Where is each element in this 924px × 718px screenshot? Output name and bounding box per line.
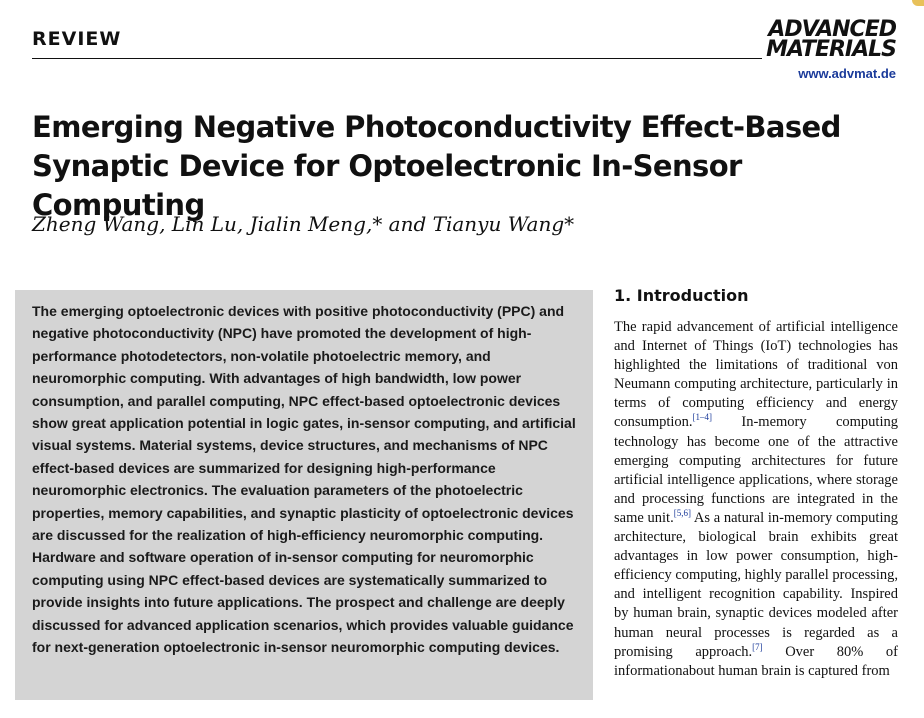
article-title: Emerging Negative Photoconductivity Effect-Based Synaptic Device for Optoelectronic In-Sensor Computing <box>32 110 841 222</box>
author-list: Zheng Wang, Lin Lu, Jialin Meng,* and Tianyu Wang* <box>32 212 575 236</box>
citation-link[interactable]: [7] <box>752 641 763 652</box>
journal-logo <box>766 17 896 81</box>
corner-decoration <box>912 0 924 6</box>
header-divider <box>32 58 762 59</box>
journal-logo-line2: MATERIALS <box>766 37 896 62</box>
citation-link[interactable]: [1–4] <box>692 412 713 423</box>
intro-text-part4: Over 80% of informationabout human brain is captured from <box>614 643 898 679</box>
intro-text-part1: The rapid advancement of artificial intelligence and Internet of Things (IoT) technologies has highlighted the limitations of traditional von Neumann computing architecture, particularly in terms of computing efficiency and energy consumption. <box>614 319 898 431</box>
journal-url-link[interactable]: www.advmat.de <box>798 66 896 81</box>
section-label: REVIEW <box>32 28 122 50</box>
abstract-text: The emerging optoelectronic devices with positive photoconductivity (PPC) and negative photoconductivity (NPC) have promoted the development of high-performance photodetectors, non-volatile photoelectric memory, and neuromorphic computing. With advantages of high bandwidth, low power consumption, and parallel computing, NPC effect-based optoelectronic devices show great application potential in logic gates, in-sensor computing, and artificial visual systems. Material systems, device structures, and mechanisms of NPC effect-based devices are summarized for designing high-performance neuromorphic electronics. The evaluation parameters of the photoelectric properties, memory capabilities, and synaptic plasticity of optoelectronic devices are discussed for the realization of high-efficiency neuromorphic computing. Hardware and software operation of in-sensor computing for neuromorphic computing using NPC effect-based devices are systematically summarized to provide insights into future applications. The prospect and challenge are deeply discussed for advanced application scenarios, which provides valuable guidance for next-generation optoelectronic in-sensor neuromorphic computing devices. <box>32 303 576 656</box>
introduction-paragraph <box>614 318 898 681</box>
intro-text-part2: In-memory computing technology has become one of the attractive emerging computing architectures for future artificial intelligence applications, where storage and processing functions are integrated in the same unit. <box>614 414 898 526</box>
intro-text-part3: As a natural in-memory computing architecture, biological brain exhibits great advantages in low power consumption, high-efficiency computing, highly parallel processing, and intelligent recognition capability. Inspired by human brain, synaptic devices modeled after human neural processes is regarded as a promising approach. <box>614 509 899 660</box>
citation-link[interactable]: [5,6] <box>673 508 691 519</box>
introduction-heading: 1. Introduction <box>614 286 749 305</box>
journal-logo-line1: ADVANCED <box>768 17 896 42</box>
